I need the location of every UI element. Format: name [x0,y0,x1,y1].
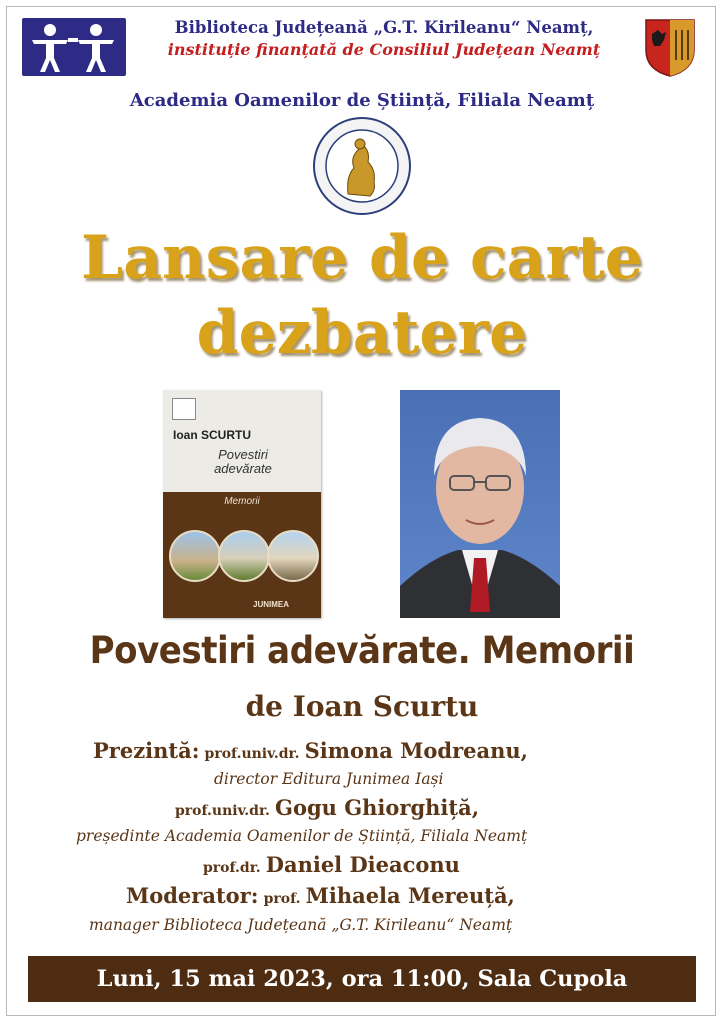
event-date-band [28,956,696,1002]
library-logo-icon [22,18,126,76]
presenter-2-line [175,795,479,820]
cover-subtitle: Memorii [224,496,260,507]
presenter-3-title: prof.dr. [203,860,261,876]
book-title: Povestiri adevărate. Memorii [89,629,635,672]
cover-publisher: JUNIMEA [253,600,290,609]
presenter-2-title: prof.univ.dr. [175,803,270,819]
county-crest-icon [640,16,700,78]
funding-line: instituție finanțată de Consiliul Județean Neamț [167,40,601,59]
presenter-1-title: prof.univ.dr. [204,746,300,762]
presenter-2-role: președinte Academia Oamenilor de Știință, Filiala Neamț [76,827,528,845]
moderator-label: Moderator: [126,883,259,908]
book-byline: de Ioan Scurtu [245,690,479,723]
cover-photo-1 [169,530,221,582]
cover-author: Ioan SCURTU [173,428,251,442]
moderator-name: Mihaela Mereuță, [305,883,515,908]
moderator-title: prof. [263,891,301,907]
presenter-1-name: Simona Modreanu, [304,738,528,763]
book-cover-image [163,390,321,618]
presenter-1-line [93,738,528,763]
event-date-time-place: Luni, 15 mai 2023, ora 11:00, Sala Cupola [96,966,628,992]
author-portrait-image [400,390,560,618]
moderator-role: manager Biblioteca Județeană „G.T. Kirileanu“ Neamț [89,916,513,934]
presenter-1-role: director Editura Junimea Iași [214,770,444,788]
academy-line: Academia Oamenilor de Știință, Filiala Neamț [129,90,595,111]
cover-title [183,448,303,477]
presenter-3-name: Daniel Dieaconu [265,852,460,877]
cover-photo-3 [267,530,319,582]
cover-photo-2 [218,530,270,582]
cover-title-line2: adevărate [214,461,272,477]
library-name: Biblioteca Județeană „G.T. Kirileanu“ Neamț, [174,18,594,37]
collection-badge-icon [172,398,196,420]
presenters-label: Prezintă: [93,738,200,763]
cover-title-line1: Povestiri [218,447,268,462]
presenter-3-line [203,852,460,877]
presenter-2-name: Gogu Ghiorghiță, [275,795,480,820]
academy-seal-icon [312,116,412,216]
moderator-line [126,883,515,908]
event-title-line1: Lansare de carte [81,223,643,293]
event-title-line2: dezbatere [196,298,528,368]
